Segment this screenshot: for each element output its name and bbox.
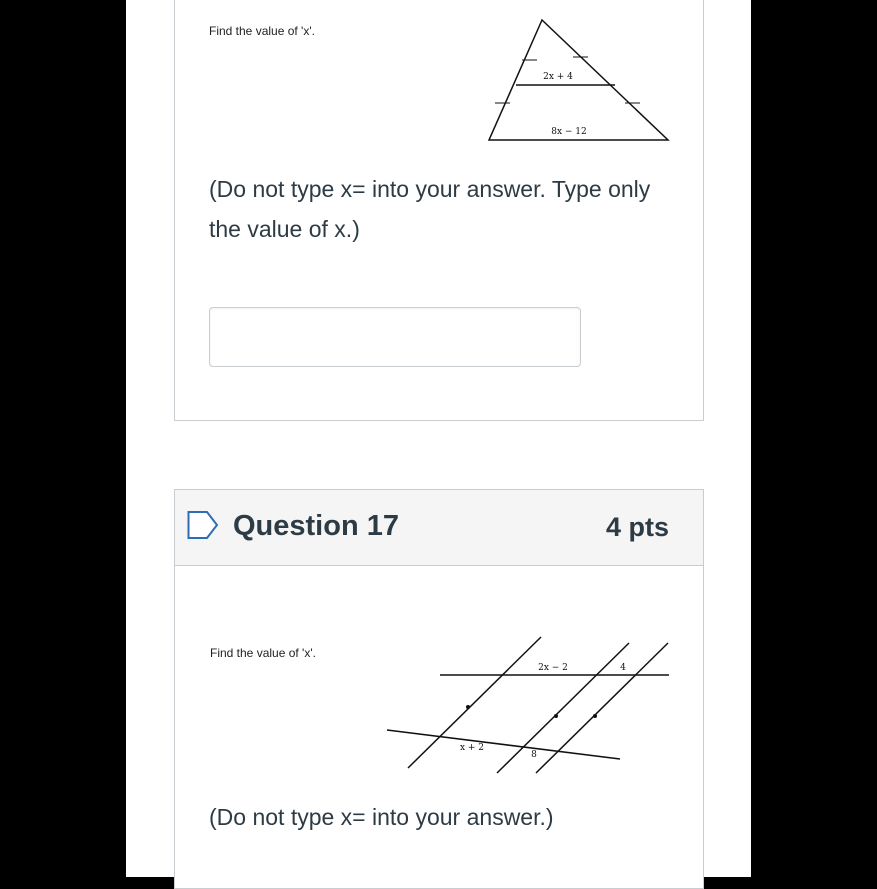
question-points: 4 pts <box>605 512 669 542</box>
tick-dot <box>593 714 597 718</box>
label-top-left: 2x − 2 <box>538 663 568 673</box>
question-17-figure <box>207 630 677 775</box>
figure-prompt: Find the value of 'x'. <box>209 24 315 38</box>
question-16-card <box>174 0 704 421</box>
triangle <box>489 20 668 140</box>
question-17-card <box>174 489 704 889</box>
tick-dot <box>554 714 558 718</box>
label-bottom-right: 8 <box>531 750 537 760</box>
instruction-text: (Do not type x= into your answer.) <box>209 804 554 830</box>
base-label: 8x − 12 <box>551 127 587 137</box>
label-bottom-left: x + 2 <box>459 743 485 753</box>
figure-prompt: Find the value of 'x'. <box>210 646 316 660</box>
quiz-page <box>126 0 751 877</box>
instruction-text: (Do not type x= into your answer. Type only the value of x.) <box>209 176 651 242</box>
question-header <box>175 490 703 566</box>
question-title: Question 17 <box>233 510 399 542</box>
tick-dot <box>466 705 470 709</box>
flag-icon[interactable] <box>187 510 221 540</box>
label-top-right: 4 <box>620 663 626 673</box>
answer-input[interactable] <box>209 307 581 367</box>
midsegment-label: 2x + 4 <box>543 72 573 82</box>
question-16-figure <box>205 15 675 147</box>
